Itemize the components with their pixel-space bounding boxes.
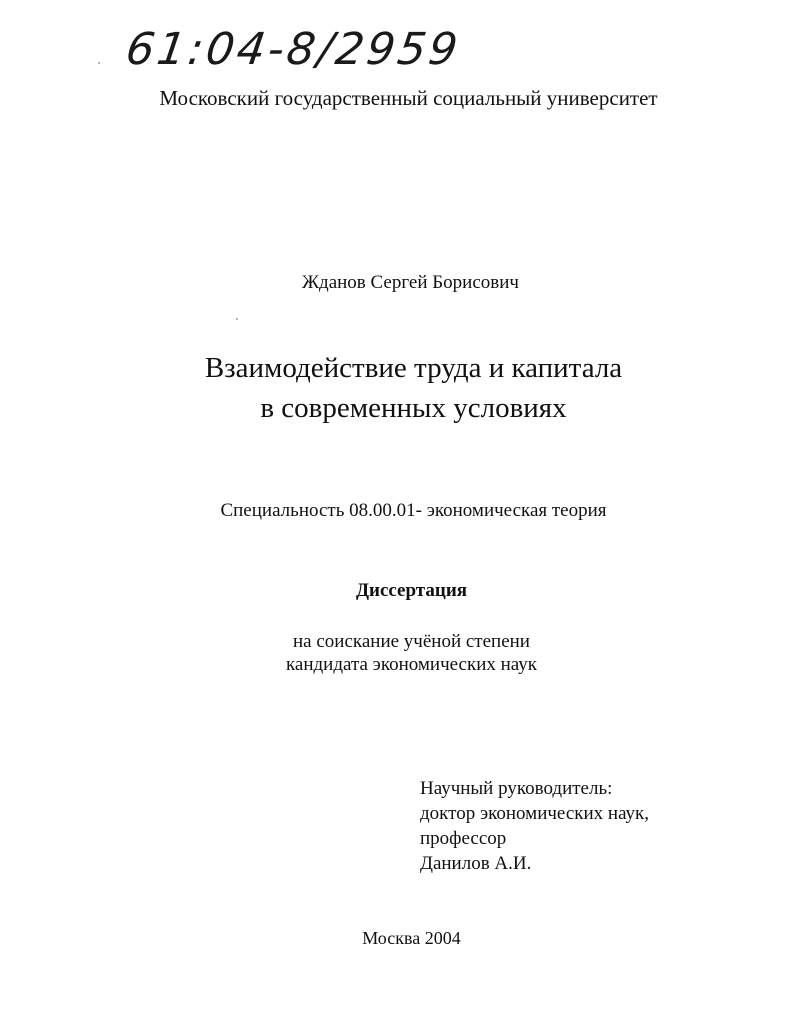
city-year: Москва 2004 [362,928,461,948]
dissertation-title [0,348,799,428]
title-line-1: Взаимодействие труда и капитала [204,352,623,384]
document-type: Диссертация [355,580,468,601]
university-name: Московский государственный социальный университет [159,86,658,110]
title-line-2: в современных условиях [260,392,567,424]
degree-purpose-line-1: на соискание учёной степени [293,631,530,652]
supervisor-rank: профессор [420,828,507,849]
author-name: Жданов Сергей Борисович [302,272,519,293]
specialty-line: Специальность 08.00.01- экономическая теория [220,500,607,521]
degree-purpose [0,630,799,676]
supervisor-block [420,776,649,876]
scan-speck [98,62,100,64]
supervisor-name: Данилов А.И. [420,853,532,874]
handwritten-catalog-number: 61:04-8/2959 [122,24,464,75]
supervisor-label: Научный руководитель: [420,778,613,799]
supervisor-degree: доктор экономических наук, [420,803,650,824]
scan-speck [236,318,238,320]
degree-purpose-line-2: кандидата экономических наук [285,654,538,675]
